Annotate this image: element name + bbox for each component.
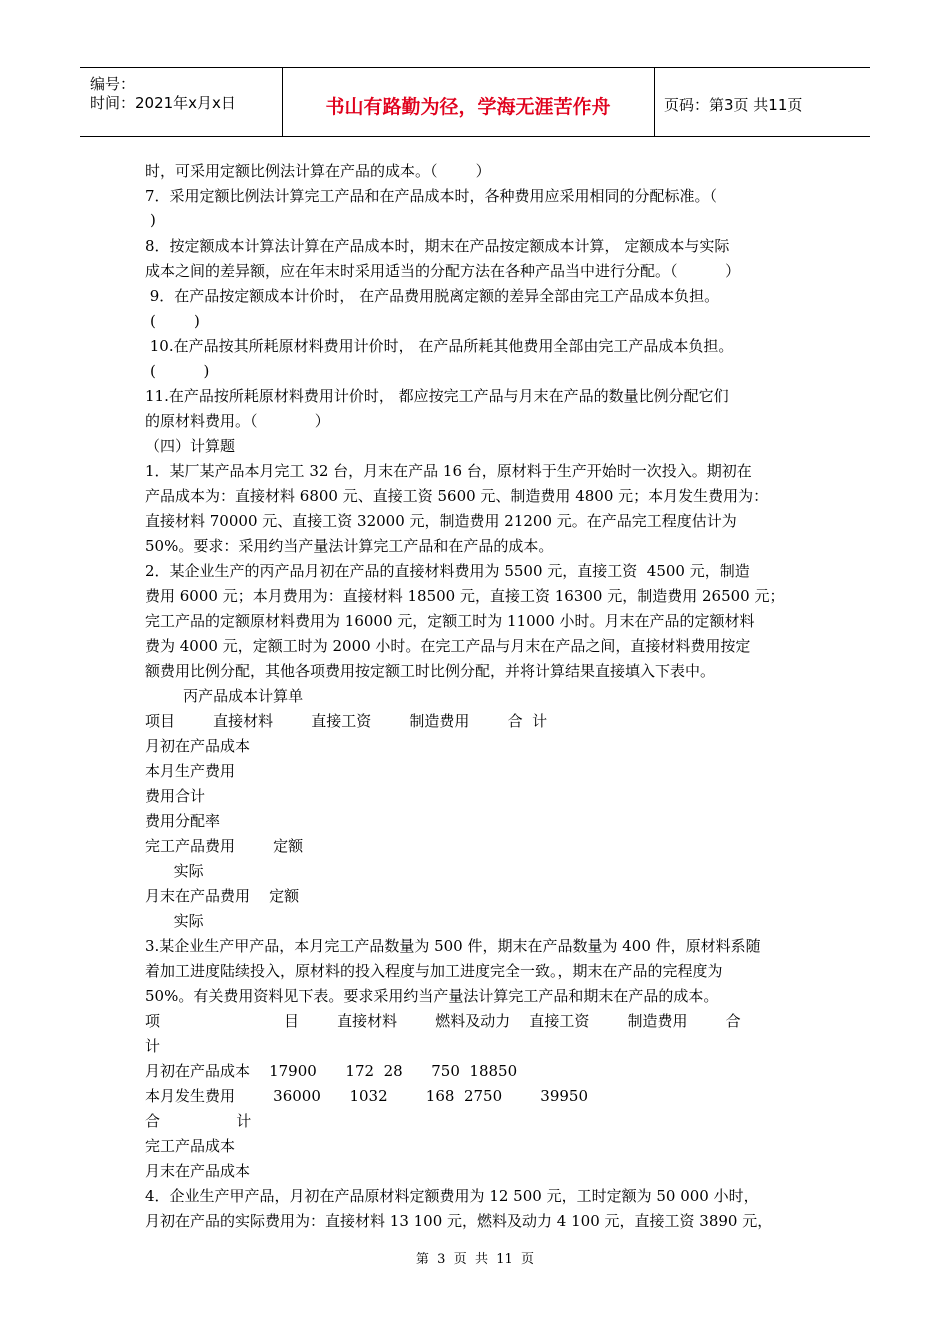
text-line: 11.在产品按所耗原材料费用计价时， 都应按完工产品与月末在产品的数量比例分配它们 bbox=[145, 387, 729, 405]
table-row: 本月发生费用 36000 1032 168 2750 39950 bbox=[145, 1087, 588, 1105]
page-footer: 第 3 页 共 11 页 bbox=[415, 1252, 535, 1267]
text-line: 产品成本为：直接材料 6800 元、直接工资 5600 元、制造费用 4800 元；本月发生费用为： bbox=[145, 487, 769, 505]
table-row: 月初在产品成本 17900 172 28 750 18850 bbox=[145, 1062, 518, 1080]
text-line: 月初在产品的实际费用为：直接材料 13 100 元，燃料及动力 4 100 元，直接工资 3890 元， bbox=[145, 1212, 773, 1230]
header-page-cell bbox=[655, 68, 870, 136]
text-line: 7．采用定额比例法计算完工产品和在产品成本时，各种费用应采用相同的分配标准。（ bbox=[145, 187, 718, 205]
text-line: 成本之间的差异额，应在年末时采用适当的分配方法在各种产品当中进行分配。（ ） bbox=[145, 262, 741, 280]
text-line: 4．企业生产甲产品，月初在产品原材料定额费用为 12 500 元，工时定额为 50 000 小时， bbox=[145, 1187, 759, 1205]
table-row: 费用合计 bbox=[145, 787, 206, 805]
text-line: ) bbox=[150, 211, 156, 229]
table-title: 丙产品成本计算单 bbox=[145, 687, 304, 705]
text-line: 1．某厂某产品本月完工 32 台，月末在产品 16 台，原材料于生产开始时一次投入。期初在 bbox=[145, 462, 752, 480]
text-line: 3.某企业生产甲产品，本月完工产品数量为 500 件，期末在产品数量为 400 件，原材料系随 bbox=[145, 937, 761, 955]
table-header-row: 项 目 直接材料 燃料及动力 直接工资 制造费用 合 bbox=[145, 1012, 741, 1030]
number-label: 编号： bbox=[90, 75, 136, 93]
text-line: 10.在产品按其所耗原材料费用计价时， 在产品所耗其他费用全部由完工产品成本负担。 bbox=[145, 337, 734, 355]
table-row: 本月生产费用 bbox=[145, 762, 236, 780]
table-row: 完工产品费用 定额 bbox=[145, 837, 304, 855]
table-row: 月初在产品成本 bbox=[145, 737, 251, 755]
table-row: 合 计 bbox=[145, 1112, 252, 1130]
page-header bbox=[80, 67, 870, 137]
text-line: 直接材料 70000 元、直接工资 32000 元，制造费用 21200 元。在产品完工程度估计为 bbox=[145, 512, 737, 530]
text-line: 时，可采用定额比例法计算在产品的成本。（ ） bbox=[145, 162, 491, 180]
text-line: 着加工进度陆续投入，原材料的投入程度与加工进度完全一致。，期末在产品的完程度为 bbox=[145, 962, 723, 980]
motto: 书山有路勤为径，学海无涯苦作舟 bbox=[325, 96, 611, 118]
table-row: 实际 bbox=[145, 862, 204, 880]
text-line: 完工产品的定额原材料费用为 16000 元，定额工时为 11000 小时。月末在产品的定额材料 bbox=[145, 612, 755, 630]
text-line: 2．某企业生产的丙产品月初在产品的直接材料费用为 5500 元，直接工资 4500 元，制造 bbox=[145, 562, 750, 580]
table-row: 月末在产品成本 bbox=[145, 1162, 251, 1180]
page-number-label: 页码：第3页 共11页 bbox=[664, 96, 803, 114]
text-line: 额费用比例分配，其他各项费用按定额工时比例分配，并将计算结果直接填入下表中。 bbox=[145, 662, 716, 680]
table-row: 月末在产品费用 定额 bbox=[145, 887, 300, 905]
header-info-cell bbox=[80, 68, 283, 136]
section-heading: （四）计算题 bbox=[145, 437, 236, 455]
text-line: 费为 4000 元，定额工时为 2000 小时。在完工产品与月末在产品之间，直接材料费用按定 bbox=[145, 637, 751, 655]
text-line: 8．按定额成本计算法计算在产品成本时，期末在产品按定额成本计算， 定额成本与实际 bbox=[145, 237, 730, 255]
table-row: 费用分配率 bbox=[145, 812, 221, 830]
text-line: 的原材料费用。（ ） bbox=[145, 412, 330, 430]
text-line: 50%。要求：采用约当产量法计算完工产品和在产品的成本。 bbox=[145, 537, 554, 555]
table-header-row: 项目 直接材料 直接工资 制造费用 合 计 bbox=[145, 712, 548, 730]
text-line: 9．在产品按定额成本计价时， 在产品费用脱离定额的差异全部由完工产品成本负担。 bbox=[145, 287, 720, 305]
header-motto-cell bbox=[282, 68, 655, 136]
table-row: 完工产品成本 bbox=[145, 1137, 236, 1155]
table-header-row: 计 bbox=[145, 1037, 161, 1055]
text-line: 50%。有关费用资料见下表。要求采用约当产量法计算完工产品和期末在产品的成本。 bbox=[145, 987, 719, 1005]
text-line: ( ) bbox=[150, 312, 200, 330]
table-row: 实际 bbox=[145, 912, 204, 930]
date-label: 时间：2021年x月x日 bbox=[90, 94, 236, 112]
text-line: 费用 6000 元；本月费用为：直接材料 18500 元，直接工资 16300 元，制造费用 26500 元； bbox=[145, 587, 785, 605]
text-line: ( ) bbox=[150, 362, 210, 380]
